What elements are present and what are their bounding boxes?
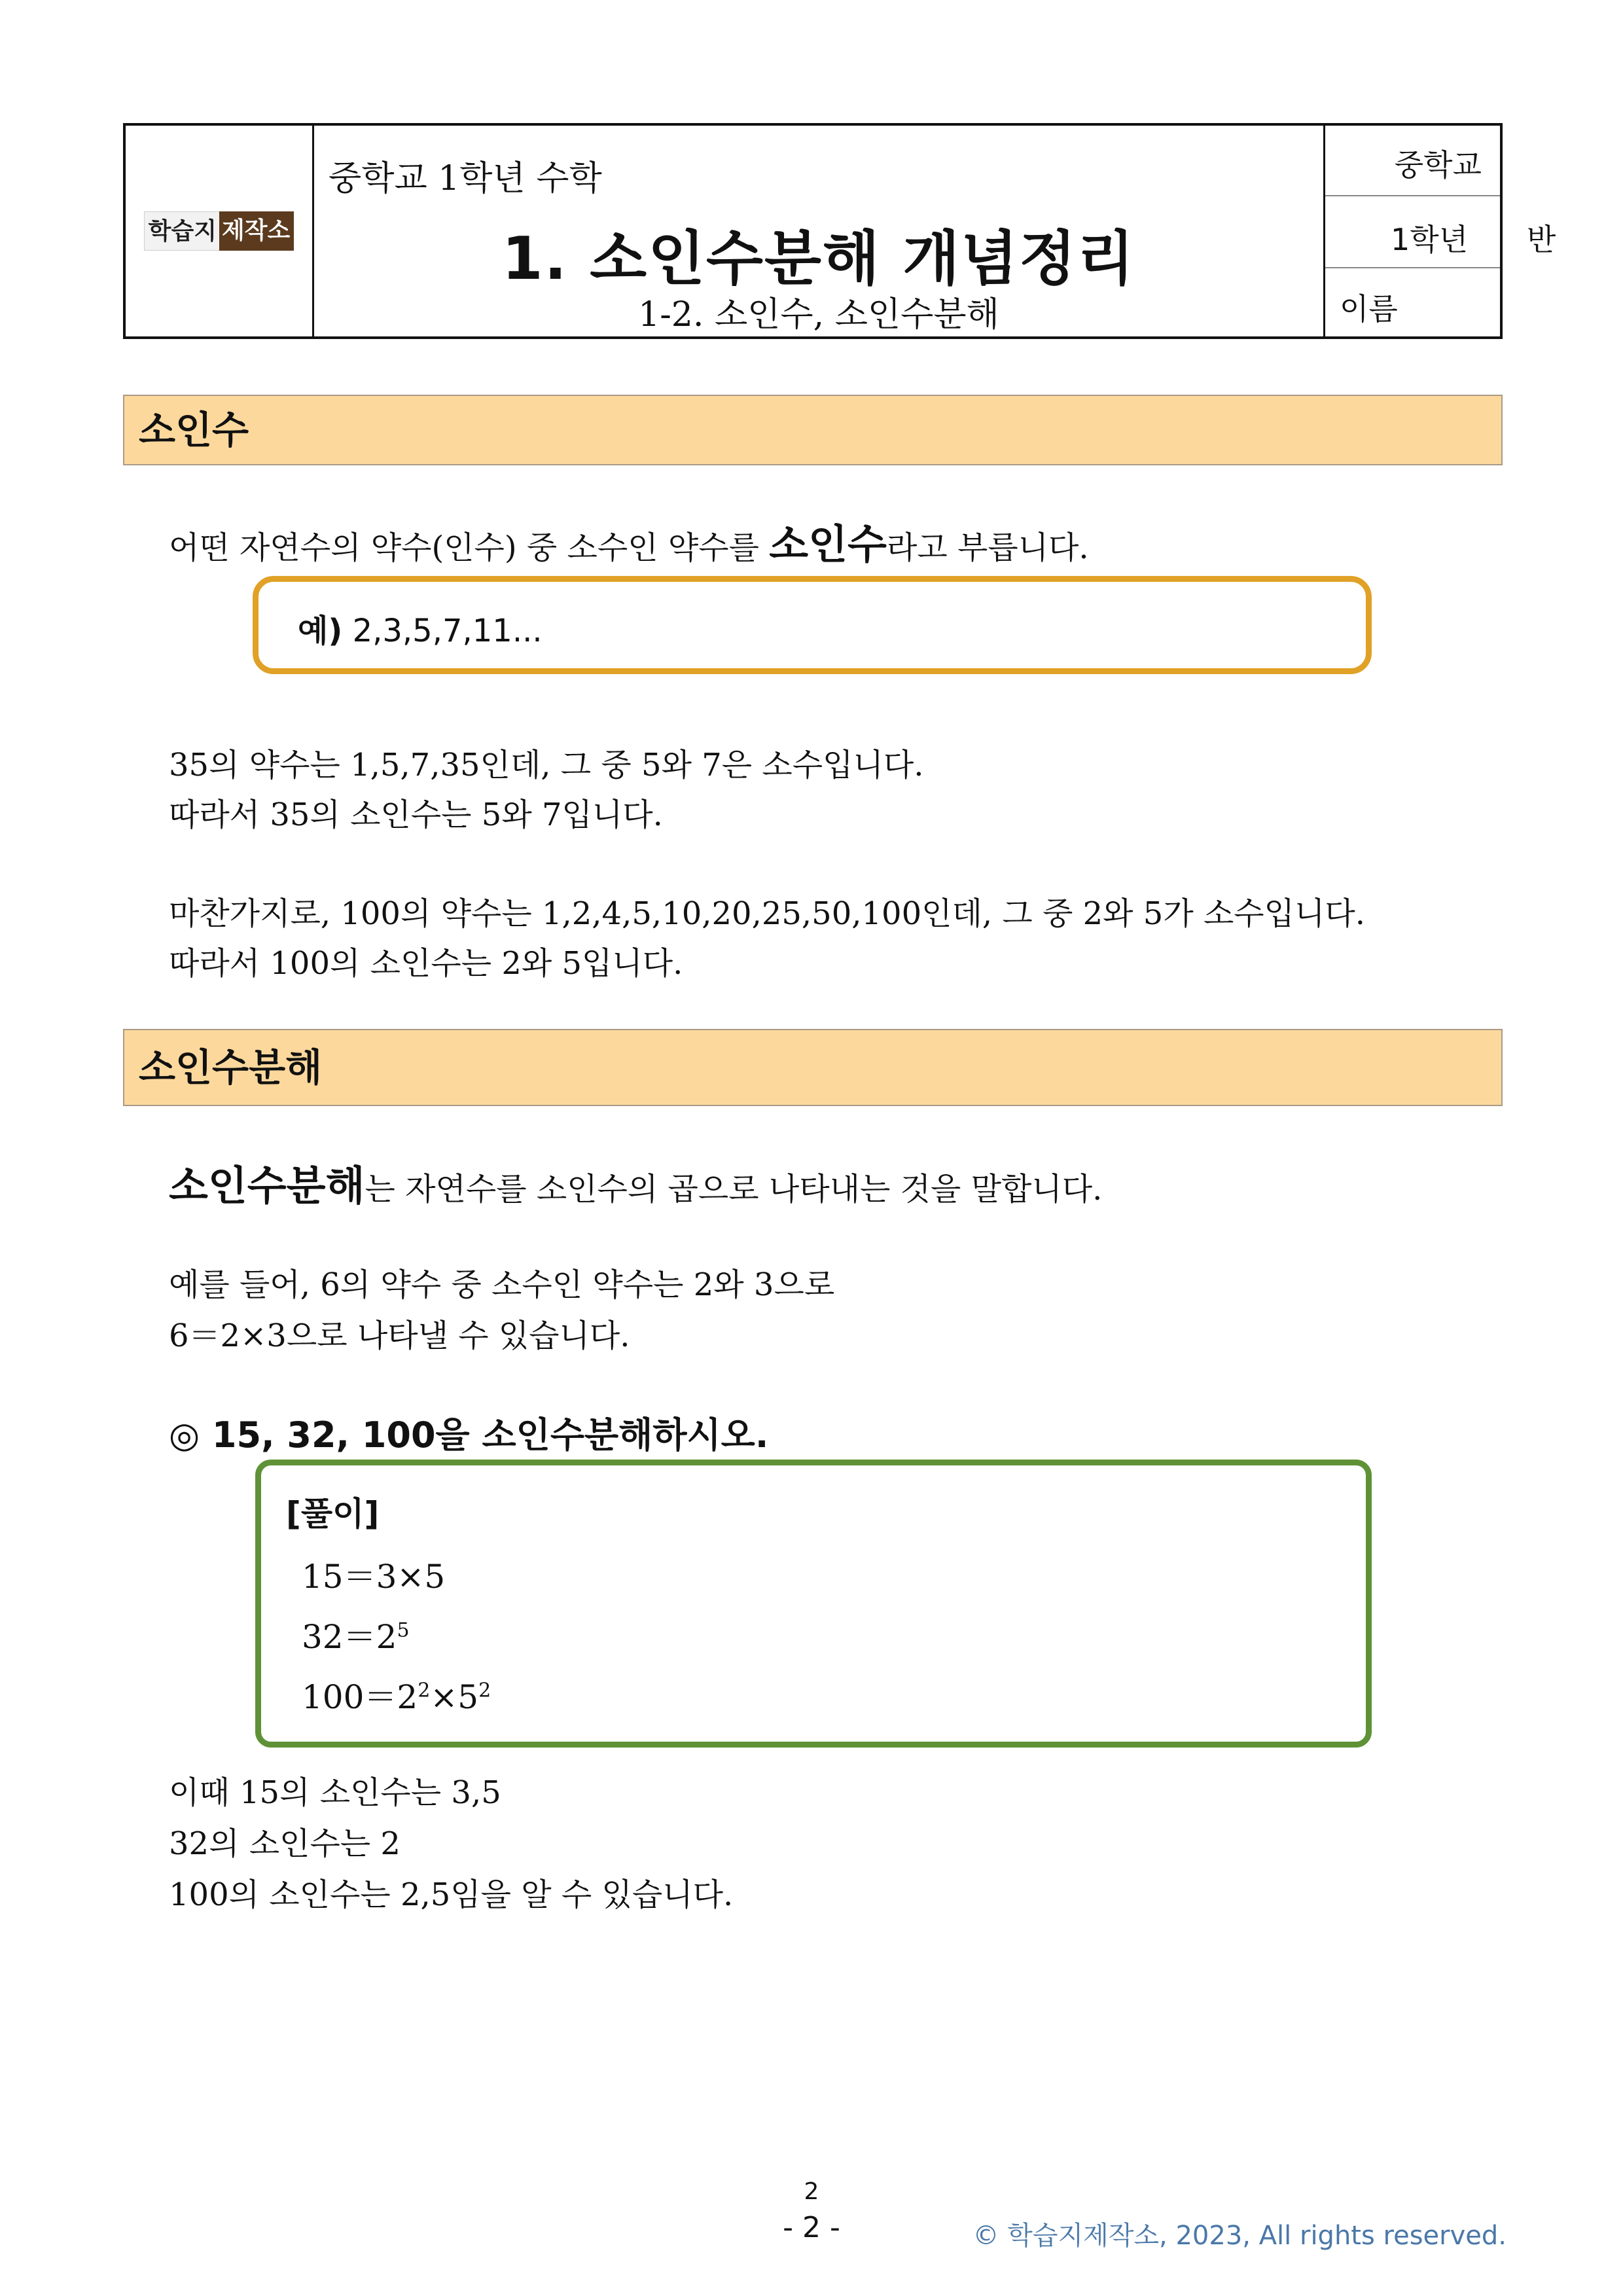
name-row (1325, 268, 1500, 339)
class-label: 반 (1527, 222, 1556, 257)
paragraph-line: 100의 소인수는 2,5임을 알 수 있습니다. (169, 1876, 734, 1913)
equation-32 (302, 1611, 410, 1658)
exponent: 2 (418, 1679, 431, 1702)
definition-text-post: 는 자연수를 소인수의 곱으로 나타내는 것을 말합니다. (365, 1171, 1103, 1208)
name-label: 이름 (1340, 291, 1398, 327)
page-number: 2 (804, 2178, 819, 2205)
example-label: 예) (298, 613, 343, 649)
exponent: 5 (397, 1619, 410, 1642)
subject-label: 중학교 1학년 수학 (329, 159, 602, 198)
paragraph-line: 따라서 35의 소인수는 5와 7입니다. (169, 797, 663, 833)
paragraph-line: 35의 약수는 1,5,7,35인데, 그 중 5와 7은 소수입니다. (169, 747, 924, 783)
solution-box (255, 1460, 1372, 1748)
example-values: 2,3,5,7,11... (342, 613, 543, 649)
exponent: 2 (478, 1679, 491, 1702)
student-info-cell (1325, 126, 1556, 336)
worksheet-header (123, 123, 1556, 339)
page-title: 1. 소인수분해 개념정리 (502, 224, 1135, 293)
paragraph-line: 예를 들어, 6의 약수 중 소수인 약수는 2와 3으로 (169, 1266, 835, 1303)
grade-label: 1학년 (1391, 222, 1469, 257)
page-number-dashed: - 2 - (783, 2211, 840, 2244)
exercise-question: ◎ 15, 32, 100을 소인수분해하시오. (169, 1414, 769, 1456)
equation-text: 100＝2 (302, 1678, 418, 1716)
prime-factor-definition (169, 512, 1089, 570)
example-content (298, 605, 543, 651)
factorization-definition (169, 1153, 1102, 1211)
definition-text-post: 라고 부릅니다. (886, 529, 1089, 566)
section-subtitle: 1-2. 소인수, 소인수분해 (638, 295, 999, 334)
equation-15: 15＝3×5 (302, 1558, 446, 1596)
school-label: 중학교 (1394, 147, 1482, 183)
definition-text-pre: 어떤 자연수의 약수(인수) 중 소수인 약수를 (169, 529, 770, 566)
definition-term: 소인수분해 (169, 1162, 365, 1210)
equation-text: ×5 (430, 1678, 479, 1716)
section-heading-prime-factor: 소인수 (123, 395, 1503, 465)
paragraph-line: 6＝2×3으로 나타낼 수 있습니다. (169, 1318, 630, 1354)
equation-text: 32＝2 (302, 1618, 397, 1656)
paragraph-line: 32의 소인수는 2 (169, 1825, 401, 1862)
logo-text-left: 학습지 (144, 211, 219, 251)
school-row (1325, 126, 1500, 196)
example-box (253, 576, 1372, 674)
logo-cell (126, 126, 314, 336)
paragraph-line: 따라서 100의 소인수는 2와 5입니다. (169, 945, 683, 982)
paragraph-line: 마찬가지로, 100의 약수는 1,2,4,5,10,20,25,50,100인데, 그 중 2와 5가 소수입니다. (169, 895, 1366, 932)
grade-class-row (1325, 196, 1556, 268)
solution-label: [풀이] (286, 1495, 380, 1533)
publisher-logo (144, 211, 294, 251)
definition-term: 소인수 (769, 520, 887, 568)
paragraph-line: 이때 15의 소인수는 3,5 (169, 1774, 501, 1811)
copyright-notice: © 학습지제작소, 2023, All rights reserved. (972, 2221, 1507, 2251)
logo-text-right: 제작소 (219, 211, 294, 251)
title-cell (314, 126, 1325, 336)
equation-100 (302, 1671, 491, 1718)
section-heading-factorization: 소인수분해 (123, 1029, 1503, 1106)
